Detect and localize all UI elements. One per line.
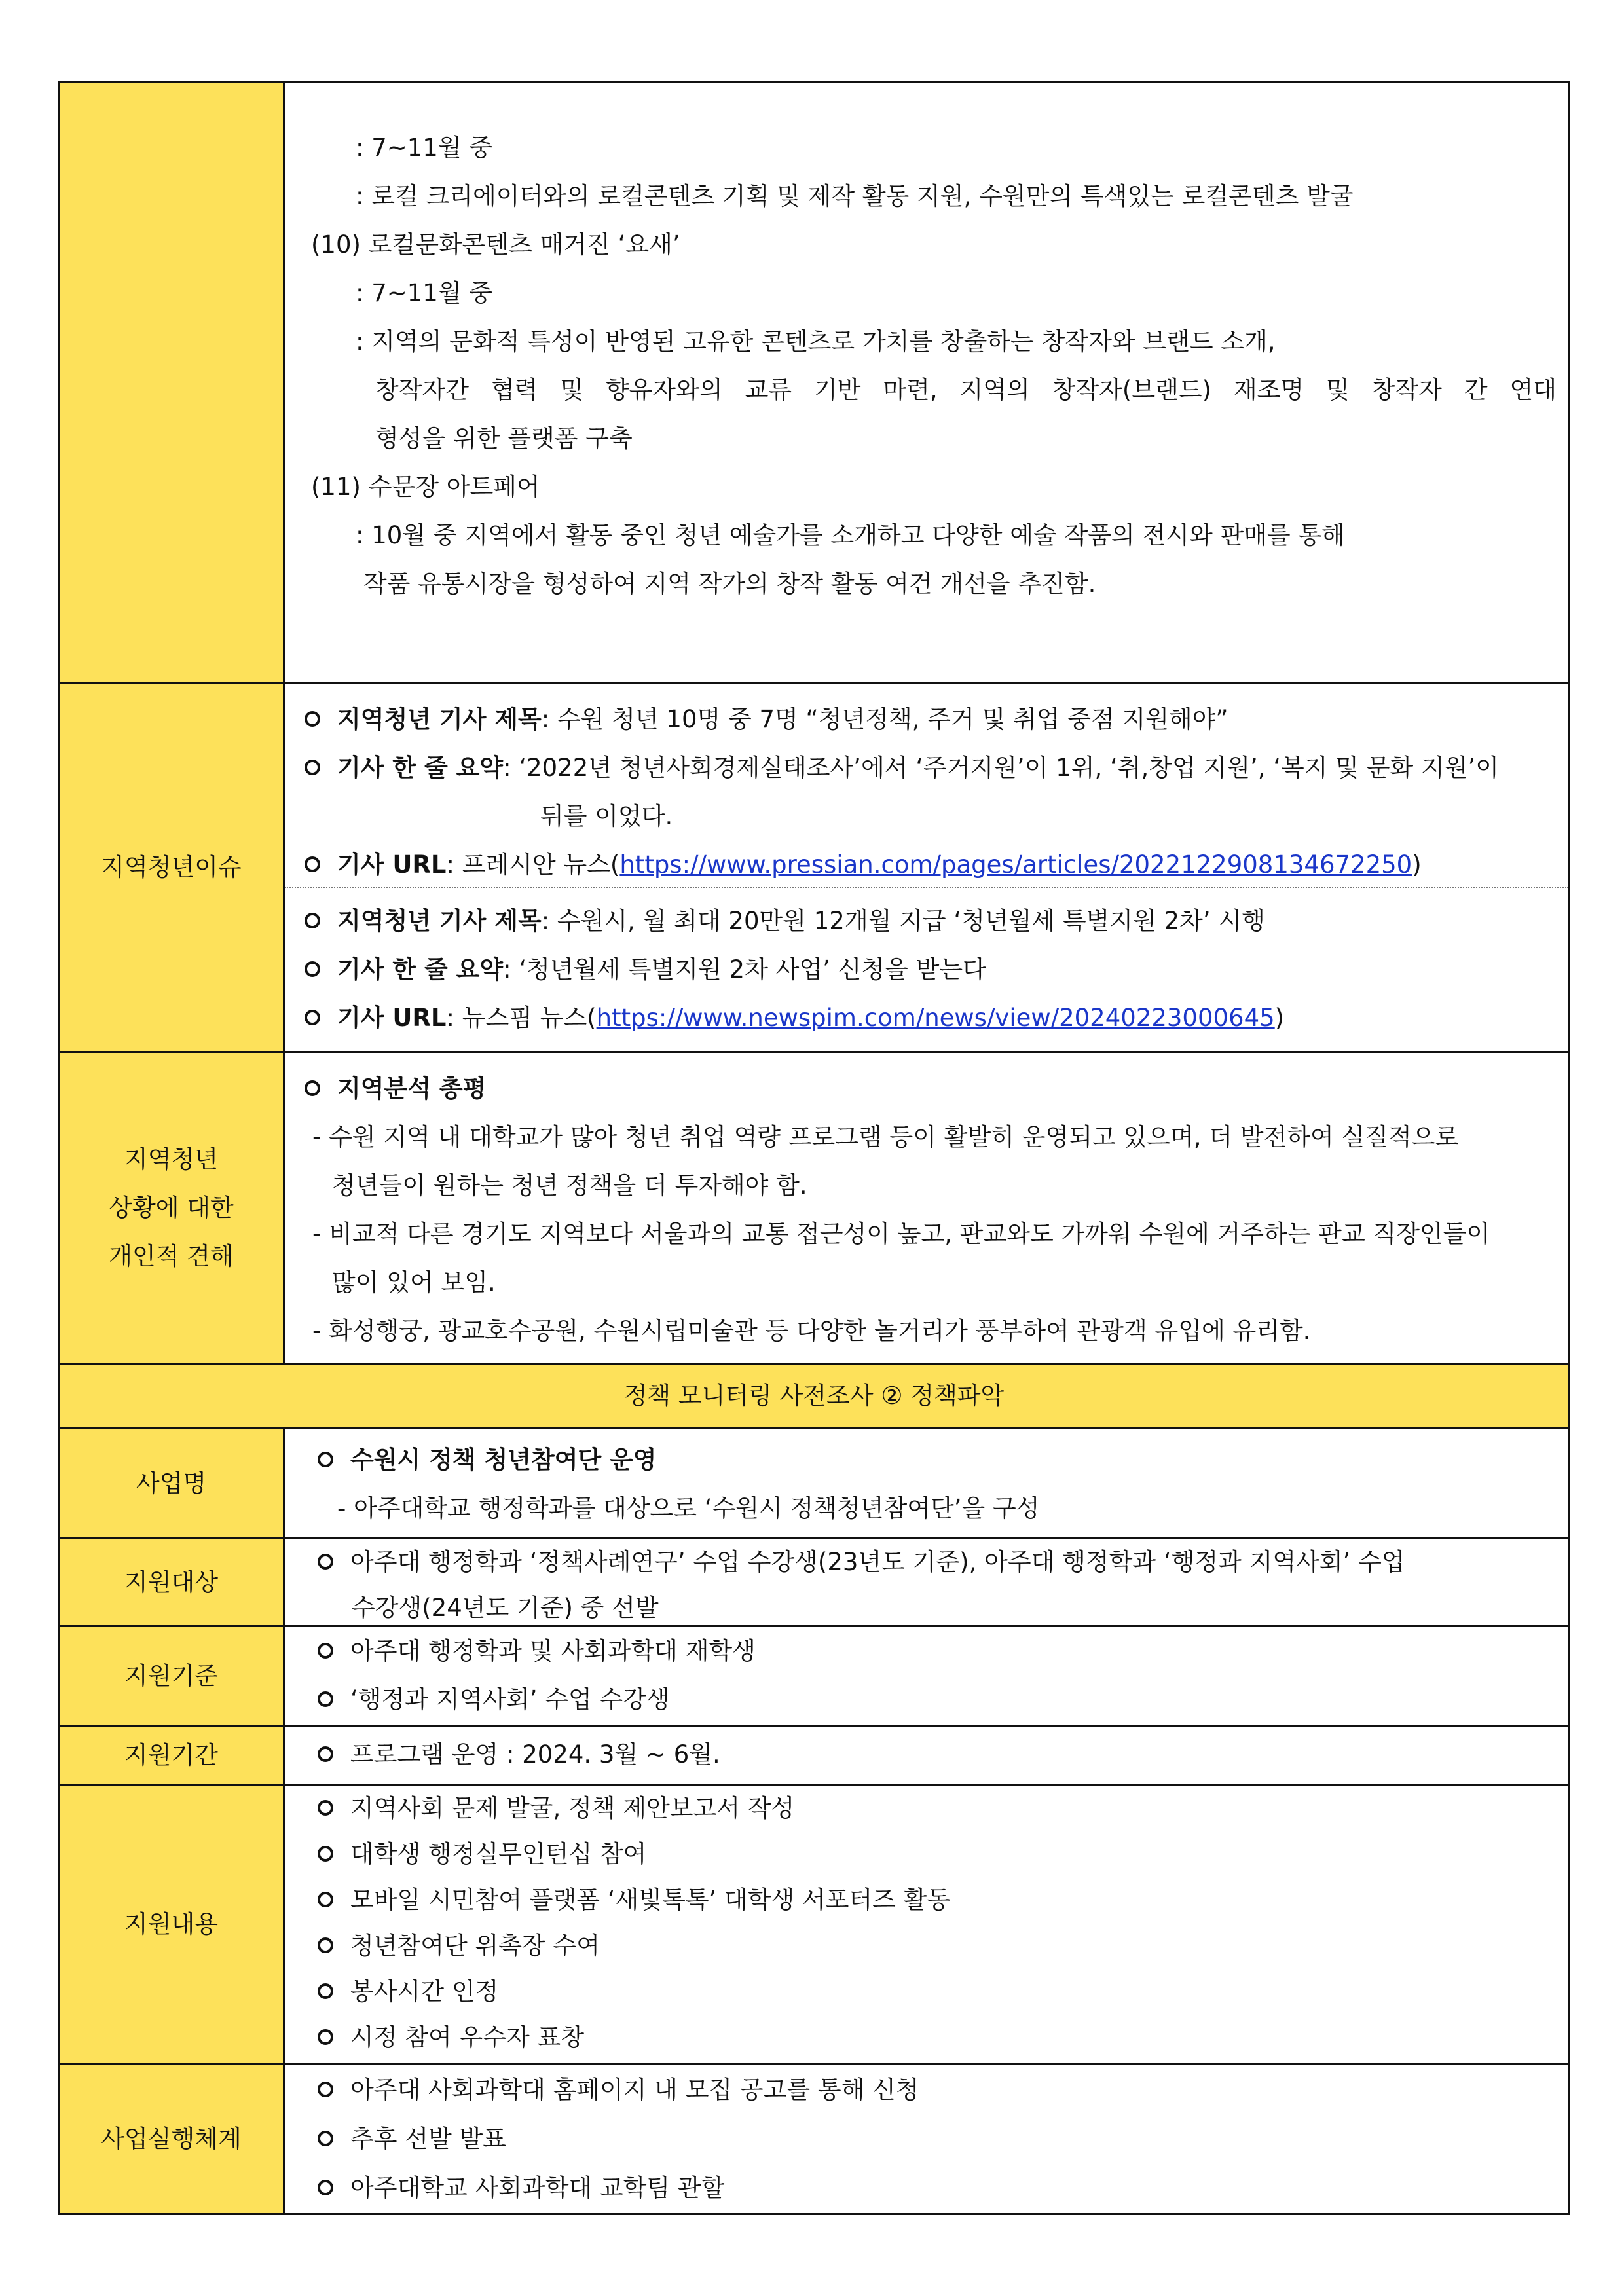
circle-bullet-icon	[318, 1846, 333, 1862]
article-link[interactable]: https://www.newspim.com/news/view/20240223000645	[596, 1004, 1275, 1032]
criteria-label: 지원기준	[60, 1627, 285, 1725]
opinion-line: - 화성행궁, 광교호수공원, 수원시립미술관 등 다양한 놀거리가 풍부하여 관광객 유입에 유리함.	[312, 1317, 1311, 1345]
support-content-label: 지원내용	[60, 1786, 285, 2063]
support-item: 청년참여단 위촉장 수여	[318, 1923, 1568, 1969]
circle-bullet-icon	[304, 760, 320, 775]
period-label: 지원기간	[60, 1727, 285, 1784]
target-line: 수강생(24년도 기준) 중 선발	[352, 1594, 659, 1622]
support-item: 모바일 시민참여 플랫폼 ‘새빛톡톡’ 대학생 서포터즈 활동	[318, 1877, 1568, 1923]
circle-bullet-icon	[318, 1554, 333, 1570]
system-item: 추후 선발 발표	[318, 2114, 1568, 2163]
text-line: : 7~11월 중	[356, 134, 493, 162]
circle-bullet-icon	[318, 1746, 333, 1762]
opinion-line: 많이 있어 보임.	[332, 1268, 496, 1296]
article-url-line: 기사 URL: 뉴스핌 뉴스(https://www.newspim.com/news/view/20240223000645)	[304, 994, 1568, 1042]
opinion-label: 지역청년 상황에 대한 개인적 견해	[60, 1053, 285, 1363]
support-item: 시정 참여 우수자 표창	[318, 2015, 1568, 2061]
text-line: (11) 수문장 아트페어	[311, 473, 540, 501]
circle-bullet-icon	[318, 2082, 333, 2097]
target-label: 지원대상	[60, 1539, 285, 1625]
article-2	[285, 887, 1568, 1051]
opinion-heading: 지역분석 총평	[304, 1065, 1568, 1113]
system-list	[285, 2065, 1568, 2213]
circle-bullet-icon	[318, 2029, 333, 2045]
continuation-content	[285, 83, 1568, 682]
circle-bullet-icon	[318, 1892, 333, 1907]
circle-bullet-icon	[304, 913, 320, 928]
system-label: 사업실행체계	[60, 2065, 285, 2213]
project-desc: - 아주대학교 행정학과를 대상으로 ‘수원시 정책청년참여단’을 구성	[337, 1494, 1040, 1522]
text-line: : 지역의 문화적 특성이 반영된 고유한 콘텐츠로 가치를 창출하는 창작자와 브랜드 소개,	[356, 327, 1276, 356]
system-row	[60, 2065, 1568, 2213]
opinion-line: - 비교적 다른 경기도 지역보다 서울과의 교통 접근성이 높고, 판교와도 가까워 수원에 거주하는 판교 직장인들이	[312, 1220, 1490, 1248]
project-label: 사업명	[60, 1429, 285, 1537]
youth-issue-content	[285, 684, 1568, 1051]
article-summary-line: 기사 한 줄 요약: ‘청년월세 특별지원 2차 사업’ 신청을 받는다	[304, 946, 1568, 994]
opinion-line: - 수원 지역 내 대학교가 많아 청년 취업 역량 프로그램 등이 활발히 운영되고 있으며, 더 발전하여 실질적으로	[312, 1123, 1459, 1151]
circle-bullet-icon	[304, 1080, 320, 1096]
criteria-content	[285, 1627, 1568, 1725]
opinion-line: 청년들이 원하는 청년 정책을 더 투자해야 함.	[332, 1171, 807, 1200]
project-row	[60, 1429, 1568, 1539]
circle-bullet-icon	[318, 2180, 333, 2195]
text-line: 창작자간 협력 및 향유자와의 교류 기반 마련, 지역의 창작자(브랜드) 재조명 및 창작자 간 연대	[375, 376, 1557, 404]
circle-bullet-icon	[318, 1983, 333, 1999]
article-url-line: 기사 URL: 프레시안 뉴스(https://www.pressian.com/pages/articles/2022122908134672250)	[304, 841, 1568, 889]
circle-bullet-icon	[318, 1452, 333, 1467]
period-item: 프로그램 운영 : 2024. 3월 ~ 6월.	[318, 1727, 1568, 1783]
support-content-list	[285, 1786, 1568, 2063]
period-content	[285, 1727, 1568, 1784]
circle-bullet-icon	[318, 1800, 333, 1816]
article-title-line: 지역청년 기사 제목: 수원시, 월 최대 20만원 12개월 지급 ‘청년월세 특별지원 2차’ 시행	[304, 897, 1568, 946]
support-item: 대학생 행정실무인턴십 참여	[318, 1831, 1568, 1877]
circle-bullet-icon	[318, 1937, 333, 1953]
empty-label-cell	[60, 83, 285, 682]
criteria-item: ‘행정과 지역사회’ 수업 수강생	[318, 1676, 1568, 1724]
youth-issue-row	[60, 684, 1568, 1053]
article-title-line: 지역청년 기사 제목: 수원 청년 10명 중 7명 “청년정책, 주거 및 취업 중점 지원해야”	[304, 695, 1568, 744]
article-summary-line: 기사 한 줄 요약: ‘2022년 청년사회경제실태조사’에서 ‘주거지원’이 1위, ‘취,창업 지원’, ‘복지 및 문화 지원’이	[304, 744, 1568, 792]
youth-issue-label: 지역청년이슈	[60, 684, 285, 1051]
text-line: : 로컬 크리에이터와의 로컬콘텐츠 기획 및 제작 활동 지원, 수원만의 특색있는 로컬콘텐츠 발굴	[356, 182, 1354, 210]
project-title: 수원시 정책 청년참여단 운영	[318, 1436, 1568, 1484]
target-content	[285, 1539, 1568, 1625]
section-header-row	[60, 1365, 1568, 1429]
opinion-row	[60, 1053, 1568, 1365]
support-item: 봉사시간 인정	[318, 1969, 1568, 2015]
continuation-row	[60, 83, 1568, 684]
section-title: 정책 모니터링 사전조사 ② 정책파악	[60, 1365, 1568, 1427]
text-line: : 7~11월 중	[356, 279, 493, 307]
text-line: (10) 로컬문화콘텐츠 매거진 ‘요새’	[311, 230, 680, 259]
opinion-content	[285, 1053, 1568, 1363]
circle-bullet-icon	[318, 1691, 333, 1707]
article-link[interactable]: https://www.pressian.com/pages/articles/2022122908134672250	[619, 851, 1412, 879]
circle-bullet-icon	[318, 2131, 333, 2146]
text-line: : 10월 중 지역에서 활동 중인 청년 예술가를 소개하고 다양한 예술 작품의 전시와 판매를 통해	[356, 521, 1345, 549]
document-table	[58, 81, 1570, 2215]
system-item: 아주대 사회과학대 홈페이지 내 모집 공고를 통해 신청	[318, 2065, 1568, 2114]
criteria-row	[60, 1627, 1568, 1727]
target-row	[60, 1539, 1568, 1627]
circle-bullet-icon	[304, 961, 320, 977]
circle-bullet-icon	[304, 711, 320, 727]
project-content	[285, 1429, 1568, 1537]
article-summary-cont: 뒤를 이었다.	[540, 802, 673, 830]
target-line: 아주대 행정학과 ‘정책사례연구’ 수업 수강생(23년도 기준), 아주대 행정학과 ‘행정과 지역사회’ 수업	[318, 1539, 1568, 1585]
system-item: 아주대학교 사회과학대 교학팀 관할	[318, 2163, 1568, 2212]
support-item: 지역사회 문제 발굴, 정책 제안보고서 작성	[318, 1786, 1568, 1831]
article-1	[285, 684, 1568, 887]
circle-bullet-icon	[304, 856, 320, 872]
circle-bullet-icon	[304, 1010, 320, 1025]
criteria-item: 아주대 행정학과 및 사회과학대 재학생	[318, 1627, 1568, 1676]
text-line: 작품 유통시장을 형성하여 지역 작가의 창작 활동 여건 개선을 추진함.	[363, 570, 1096, 598]
text-line: 형성을 위한 플랫폼 구축	[375, 424, 633, 452]
circle-bullet-icon	[318, 1643, 333, 1659]
period-row	[60, 1727, 1568, 1786]
support-content-row	[60, 1786, 1568, 2065]
